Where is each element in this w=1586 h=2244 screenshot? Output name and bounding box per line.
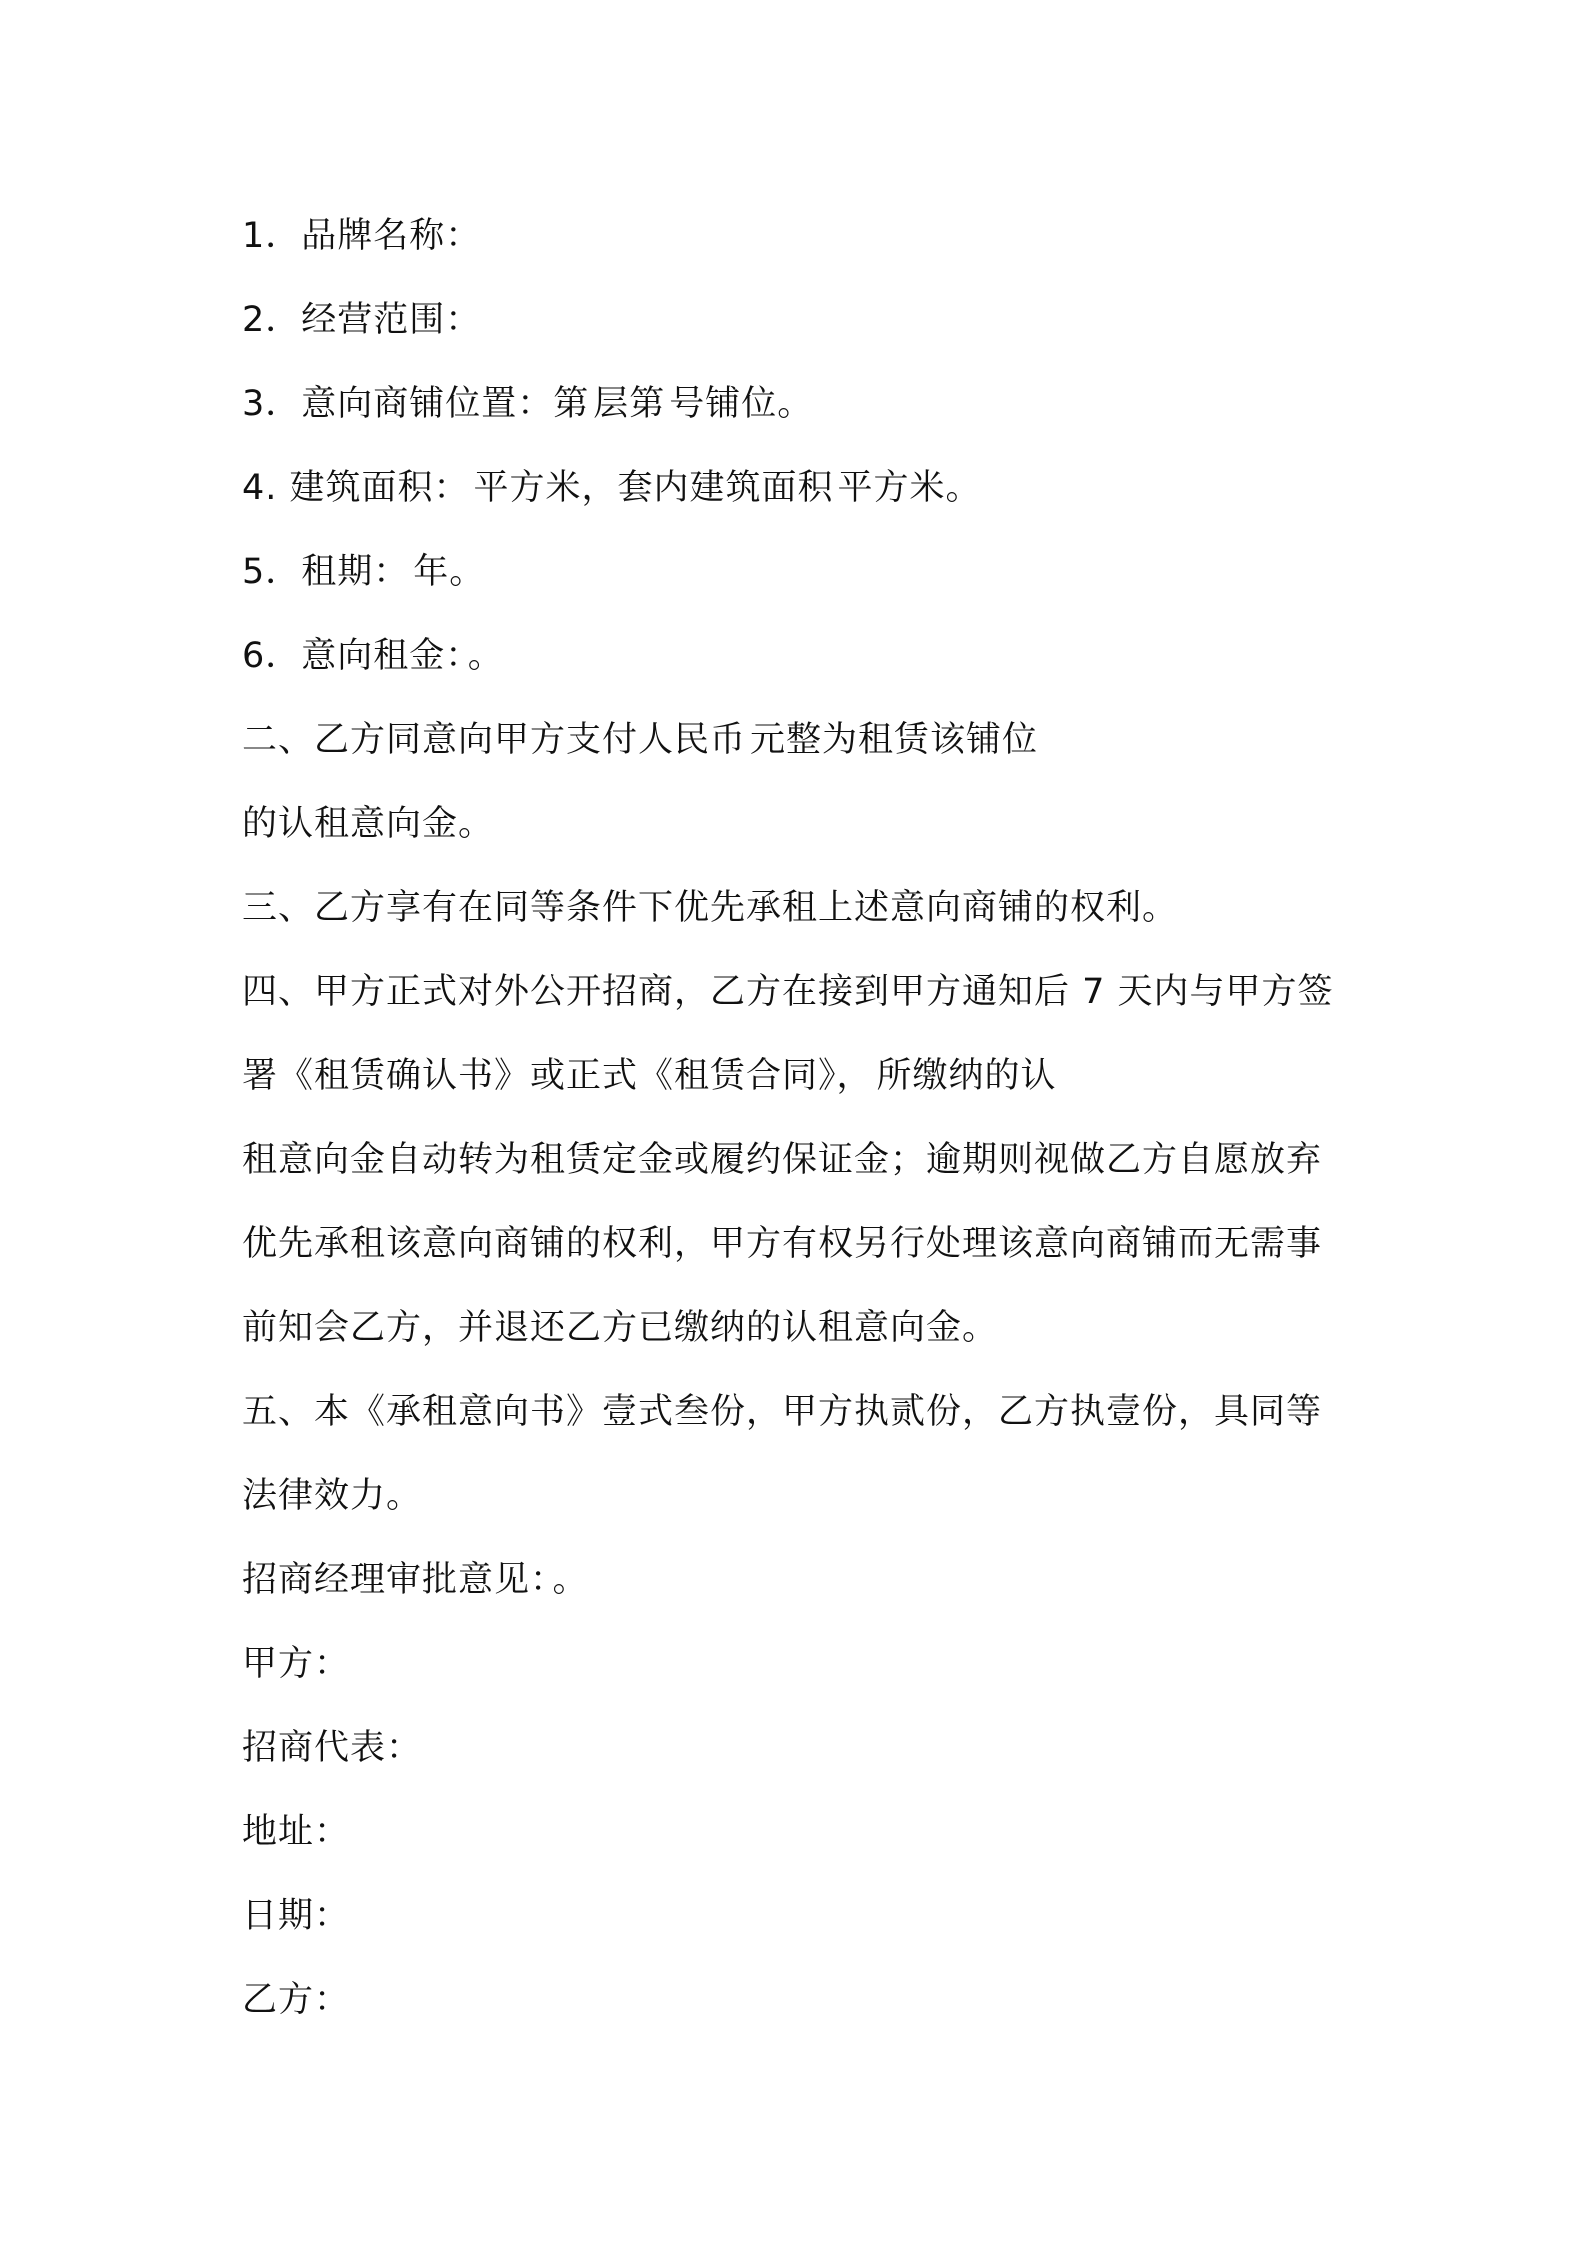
intended-rent-end: 。: [467, 636, 504, 676]
intended-rent-label: 6．意向租金：: [242, 636, 464, 676]
building-area-label: 4. 建筑面积：: [242, 468, 470, 508]
shop-location-mid: 层第: [593, 384, 666, 424]
clause-4-text-1: 四、甲方正式对外公开招商，乙方在接到甲方通知后 7 天内与甲方签: [242, 972, 1334, 1012]
address-label: 地址：: [242, 1812, 351, 1852]
approval-row: [242, 1550, 1362, 1610]
date-row: [242, 1886, 1362, 1946]
clause-2-line-1: [242, 710, 1362, 770]
clause-4-text-5: 前知会乙方，并退还乙方已缴纳的认租意向金。: [242, 1308, 999, 1348]
clause-4-text-3: 租意向金自动转为租赁定金或履约保证金；逾期则视做乙方自愿放弃: [242, 1140, 1323, 1180]
brand-name-row: [242, 206, 1362, 266]
shop-location-row: [242, 374, 1362, 434]
clause-4-line-4: [242, 1214, 1362, 1274]
clause-2-text-b: 元整为租赁该铺位: [750, 720, 1039, 760]
building-area-mid: 平方米，套内建筑面积: [473, 468, 834, 508]
clause-3-text: 三、乙方享有在同等条件下优先承租上述意向商铺的权利。: [242, 888, 1179, 928]
rep-label: 招商代表：: [242, 1728, 423, 1768]
clause-5-line-2: [242, 1466, 1362, 1526]
clause-2-text-c: 的认租意向金。: [242, 804, 495, 844]
clause-4-line-3: [242, 1130, 1362, 1190]
party-a-label: 甲方：: [242, 1644, 351, 1684]
business-scope-label: 2．经营范围：: [242, 300, 482, 340]
clause-4-line-1: [242, 962, 1362, 1022]
clause-5-text-2: 法律效力。: [242, 1476, 423, 1516]
party-b-label: 乙方：: [242, 1980, 351, 2020]
clause-4-text-4: 优先承租该意向商铺的权利，甲方有权另行处理该意向商铺而无需事: [242, 1224, 1323, 1264]
clause-4-text-2a: 署《租赁确认书》或正式《租赁合同》，: [242, 1056, 873, 1096]
clause-2-text-a: 二、乙方同意向甲方支付人民币: [242, 720, 747, 760]
clause-2-line-2: [242, 794, 1362, 854]
lease-term-label: 5．租期：: [242, 552, 410, 592]
clause-4-line-5: [242, 1298, 1362, 1358]
clause-5-text-1: 五、本《承租意向书》壹式叁份，甲方执贰份，乙方执壹份，具同等: [242, 1392, 1323, 1432]
party-a-row: [242, 1634, 1362, 1694]
party-b-row: [242, 1970, 1362, 2030]
lease-term-row: [242, 542, 1362, 602]
clause-4-line-2: [242, 1046, 1362, 1106]
shop-location-label: 3．意向商铺位置：第: [242, 384, 590, 424]
address-row: [242, 1802, 1362, 1862]
date-label: 日期：: [242, 1896, 351, 1936]
intended-rent-row: [242, 626, 1362, 686]
clause-4-text-2b: 所缴纳的认: [876, 1056, 1057, 1096]
lease-term-end: 年。: [413, 552, 486, 592]
approval-label: 招商经理审批意见：: [242, 1560, 549, 1600]
building-area-end: 平方米。: [837, 468, 982, 508]
building-area-row: [242, 458, 1362, 518]
business-scope-row: [242, 290, 1362, 350]
rep-row: [242, 1718, 1362, 1778]
brand-name-label: 1．品牌名称：: [242, 216, 482, 256]
approval-end: 。: [552, 1560, 589, 1600]
clause-5-line-1: [242, 1382, 1362, 1442]
shop-location-end: 号铺位。: [669, 384, 814, 424]
clause-3: [242, 878, 1362, 938]
